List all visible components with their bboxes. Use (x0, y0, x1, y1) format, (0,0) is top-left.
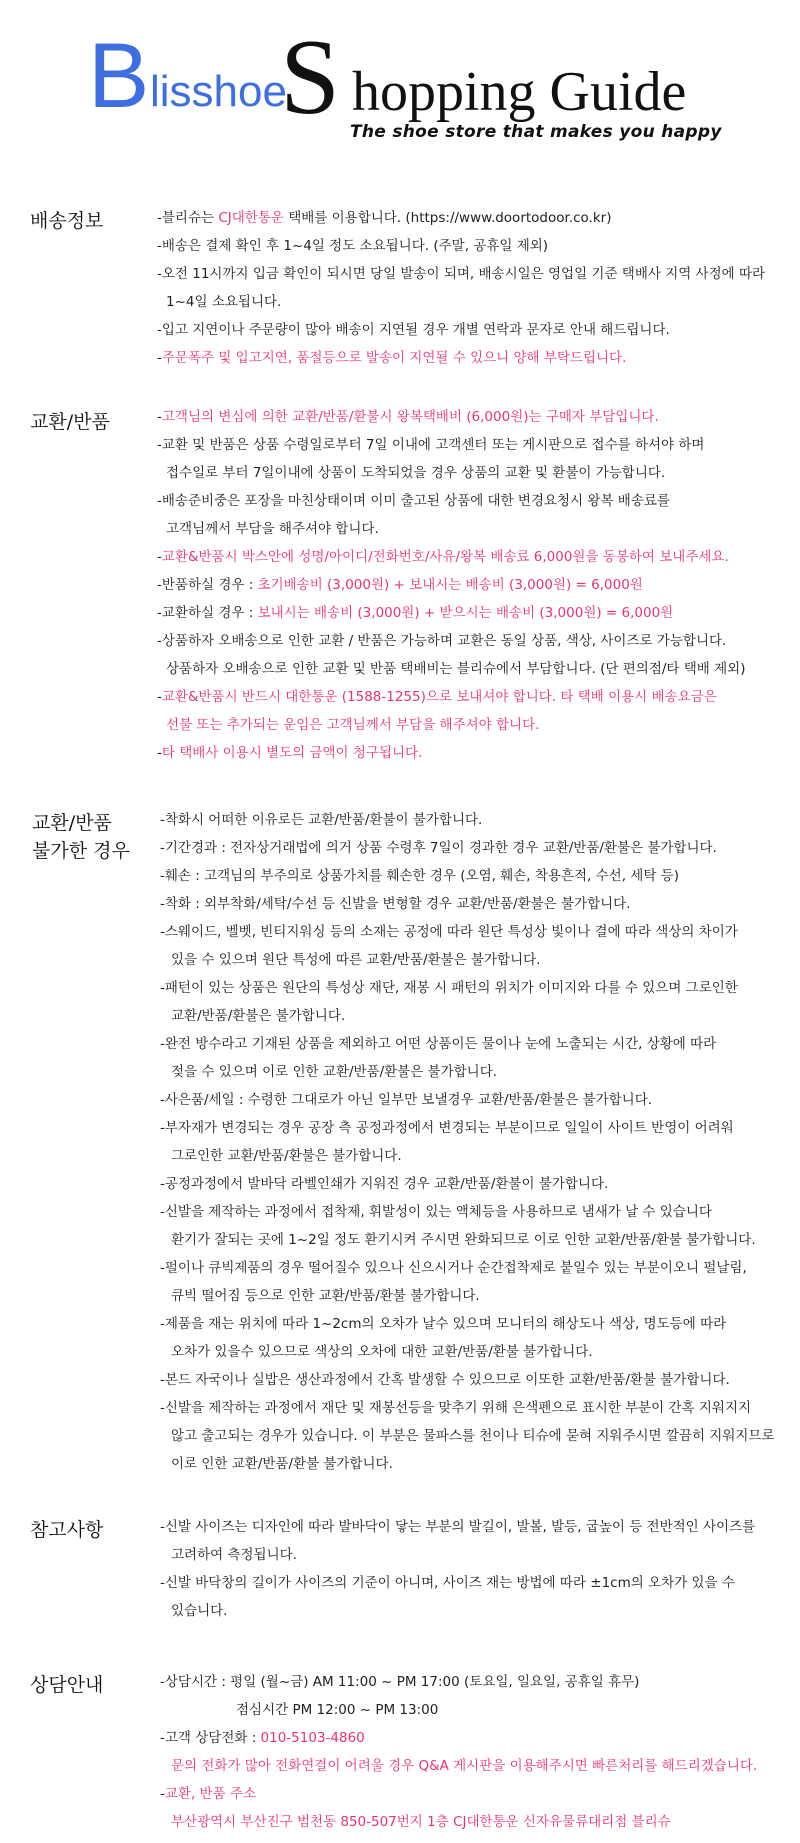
no-exchange-line: 않고 출고되는 경우가 있습니다. 이 부분은 물파스를 천이나 티슈에 묻혀 지워주시면 깔끔히 지워지므로 (171, 1428, 775, 1444)
delivery-title: 배송정보 (30, 210, 104, 232)
reference-line: 있습니다. (171, 1603, 228, 1619)
no-exchange-line: -기간경과 : 전자상거래법에 의거 상품 수령후 7일이 경과한 경우 교환/반품/환불은 불가합니다. (160, 840, 717, 856)
exchange-line-2: -교환 및 반품은 상품 수령일로부터 7일 이내에 고객센터 또는 게시판으로 접수를 하셔야 하며 (157, 437, 705, 453)
consult-address: 부산광역시 부산진구 범천동 850-507번지 1층 CJ대한통운 신자유물류대리점 블리슈 (171, 1814, 671, 1830)
tagline: The shoe store that makes you happy (350, 122, 722, 142)
title-initial: S (280, 18, 341, 137)
exchange-line-11: -교환&반품시 반드시 대한통운 (1588-1255)으로 보내셔야 합니다. 타 택배 이용시 배송요금은 (157, 689, 717, 705)
page-title: hopping Guide (352, 61, 687, 123)
exchange-line-5: 고객님께서 부담을 해주셔야 합니다. (166, 521, 379, 537)
no-exchange-line: -공정과정에서 발바닥 라벨인쇄가 지워진 경우 교환/반품/환불이 불가합니다. (160, 1176, 609, 1192)
no-exchange-title-1: 교환/반품 (32, 812, 112, 834)
delivery-line-2: -배송은 결제 확인 후 1~4일 정도 소요됩니다. (주말, 공휴일 제외) (157, 238, 549, 254)
exchange-line-7: -반품하실 경우 : 초기배송비 (3,000원) + 보내시는 배송비 (3,000원) = 6,000원 (157, 577, 643, 593)
reference-line: -신발 바닥창의 길이가 사이즈의 기준이 아니며, 사이즈 재는 방법에 따라 ±1cm의 오차가 있을 수 (160, 1575, 735, 1591)
reference-title: 참고사항 (30, 1519, 104, 1541)
no-exchange-line: -착화 : 외부착화/세탁/수선 등 신발을 변형할 경우 교환/반품/환불은 불가합니다. (160, 896, 631, 912)
exchange-line-8: -교환하실 경우 : 보내시는 배송비 (3,000원) + 받으시는 배송비 (3,000원) = 6,000원 (157, 605, 674, 621)
exchange-line-10: 상품하자 오배송으로 인한 교환 및 반품 택배비는 블리슈에서 부담합니다. (단 편의점/타 택배 제외) (166, 661, 746, 677)
consult-hours: -상담시간 : 평일 (월~금) AM 11:00 ~ PM 17:00 (토요일, 일요일, 공휴일 휴무) (160, 1674, 640, 1690)
delivery-line-4: 1~4일 소요됩니다. (166, 294, 282, 310)
consult-lunch: 점심시간 PM 12:00 ~ PM 13:00 (236, 1702, 439, 1718)
consult-address-label: -교환, 반품 주소 (160, 1786, 256, 1802)
reference-line: -신발 사이즈는 디자인에 따라 발바닥이 닿는 부분의 발길이, 발볼, 발등, 굽높이 등 전반적인 사이즈를 (160, 1519, 756, 1535)
no-exchange-line: -착화시 어떠한 이유로든 교환/반품/환불이 불가합니다. (160, 812, 483, 828)
no-exchange-line: -사은품/세일 : 수령한 그대로가 아닌 일부만 보낼경우 교환/반품/환불은 불가합니다. (160, 1092, 653, 1108)
exchange-line-6: -교환&반품시 박스안에 성명/아이디/전화번호/사유/왕복 배송료 6,000원을 동봉하여 보내주세요. (157, 549, 729, 565)
no-exchange-line: -본드 자국이나 실밥은 생산과정에서 간혹 발생할 수 있으므로 이또한 교환/반품/환불 불가합니다. (160, 1372, 730, 1388)
no-exchange-line: -신발을 제작하는 과정에서 재단 및 재봉선등을 맞추기 위해 은색펜으로 표시한 부분이 간혹 지워지지 (160, 1400, 752, 1416)
no-exchange-line: -부자재가 변경되는 경우 공장 측 공정과정에서 변경되는 부분이므로 일일이 사이트 반영이 어려워 (160, 1120, 734, 1136)
delivery-line-6: -주문폭주 및 입고지연, 품절등으로 발송이 지연될 수 있으니 양해 부탁드립니다. (157, 350, 627, 366)
exchange-line-4: -배송준비중은 포장을 마친상태이며 이미 출고된 상품에 대한 변경요청시 왕복 배송료를 (157, 493, 670, 509)
no-exchange-line: 그로인한 교환/반품/환불은 불가합니다. (171, 1148, 402, 1164)
no-exchange-line: 이로 인한 교환/반품/환불 불가합니다. (171, 1456, 393, 1472)
no-exchange-line: -스웨이드, 벨벳, 빈티지워싱 등의 소재는 공정에 따라 원단 특성상 빛이나 결에 따라 색상의 차이가 (160, 924, 738, 940)
exchange-line-13: -타 택배사 이용시 별도의 금액이 청구됩니다. (157, 745, 423, 761)
no-exchange-line: 큐빅 떨어짐 등으로 인한 교환/반품/환불 불가합니다. (171, 1288, 480, 1304)
delivery-line-3: -오전 11시까지 입금 확인이 되시면 당일 발송이 되며, 배송시일은 영업일 기준 택배사 지역 사정에 따라 (157, 266, 766, 282)
exchange-line-12: 선불 또는 추가되는 운임은 고객님께서 부담을 해주셔야 합니다. (166, 717, 540, 733)
delivery-line-5: -입고 지연이나 주문량이 많아 배송이 지연될 경우 개별 연락과 문자로 안내 해드립니다. (157, 322, 670, 338)
no-exchange-line: 젖을 수 있으며 이로 인한 교환/반품/환불은 불가합니다. (171, 1064, 498, 1080)
no-exchange-line: 오차가 있을수 있으므로 색상의 오차에 대한 교환/반품/환불 불가합니다. (171, 1344, 593, 1360)
logo-initial: B (88, 25, 150, 127)
consult-phone: -고객 상담전화 : 010-5103-4860 (160, 1730, 365, 1746)
no-exchange-line: 교환/반품/환불은 불가합니다. (171, 1008, 346, 1024)
delivery-line-1: -블리슈는 CJ대한통운 택배를 이용합니다. (https://www.doortodoor.co.kr) (157, 210, 612, 226)
consult-title: 상담안내 (30, 1674, 104, 1696)
no-exchange-line: 환기가 잘되는 곳에 1~2일 정도 환기시켜 주시면 완화되므로 이로 인한 교환/반품/환불 불가합니다. (171, 1232, 756, 1248)
no-exchange-line: -훼손 : 고객님의 부주의로 상품가치를 훼손한 경우 (오염, 훼손, 착용흔적, 수선, 세탁 등) (160, 868, 679, 884)
no-exchange-line: -완전 방수라고 기재된 상품을 제외하고 어떤 상품이든 물이나 눈에 노출되는 시간, 상황에 따라 (160, 1036, 717, 1052)
consult-note: 문의 전화가 많아 전화연결이 어려울 경우 Q&A 게시판을 이용해주시면 빠른처리를 해드리겠습니다. (171, 1758, 758, 1774)
no-exchange-line: -신발을 제작하는 과정에서 접착제, 휘발성이 있는 액체등을 사용하므로 냄새가 날 수 있습니다 (160, 1204, 712, 1220)
page-header (0, 0, 800, 170)
reference-line: 고려하여 측정됩니다. (171, 1547, 297, 1563)
exchange-line-1: -고객님의 변심에 의한 교환/반품/환불시 왕복택배비 (6,000원)는 구매자 부담입니다. (157, 409, 659, 425)
exchange-line-9: -상품하자 오배송으로 인한 교환 / 반품은 가능하며 교환은 동일 상품, 색상, 사이즈로 가능합니다. (157, 633, 727, 649)
no-exchange-title-2: 불가한 경우 (32, 840, 130, 862)
exchange-line-3: 접수일로 부터 7일이내에 상품이 도착되었을 경우 상품의 교환 및 환불이 가능합니다. (166, 465, 666, 481)
no-exchange-line: 있을 수 있으며 원단 특성에 따른 교환/반품/환불은 불가합니다. (171, 952, 541, 968)
no-exchange-line: -제품을 재는 위치에 따라 1~2cm의 오차가 날수 있으며 모니터의 해상도나 색상, 명도등에 따라 (160, 1316, 727, 1332)
logo-text: lisshoe (150, 67, 287, 116)
no-exchange-line: -펄이나 큐빅제품의 경우 떨어질수 있으나 신으시거나 순간접착제로 붙일수 있는 부분이오니 펄날림, (160, 1260, 747, 1276)
exchange-title: 교환/반품 (30, 411, 110, 433)
no-exchange-line: -패턴이 있는 상품은 원단의 특성상 재단, 재봉 시 패턴의 위치가 이미지와 다를 수 있으며 그로인한 (160, 980, 738, 996)
